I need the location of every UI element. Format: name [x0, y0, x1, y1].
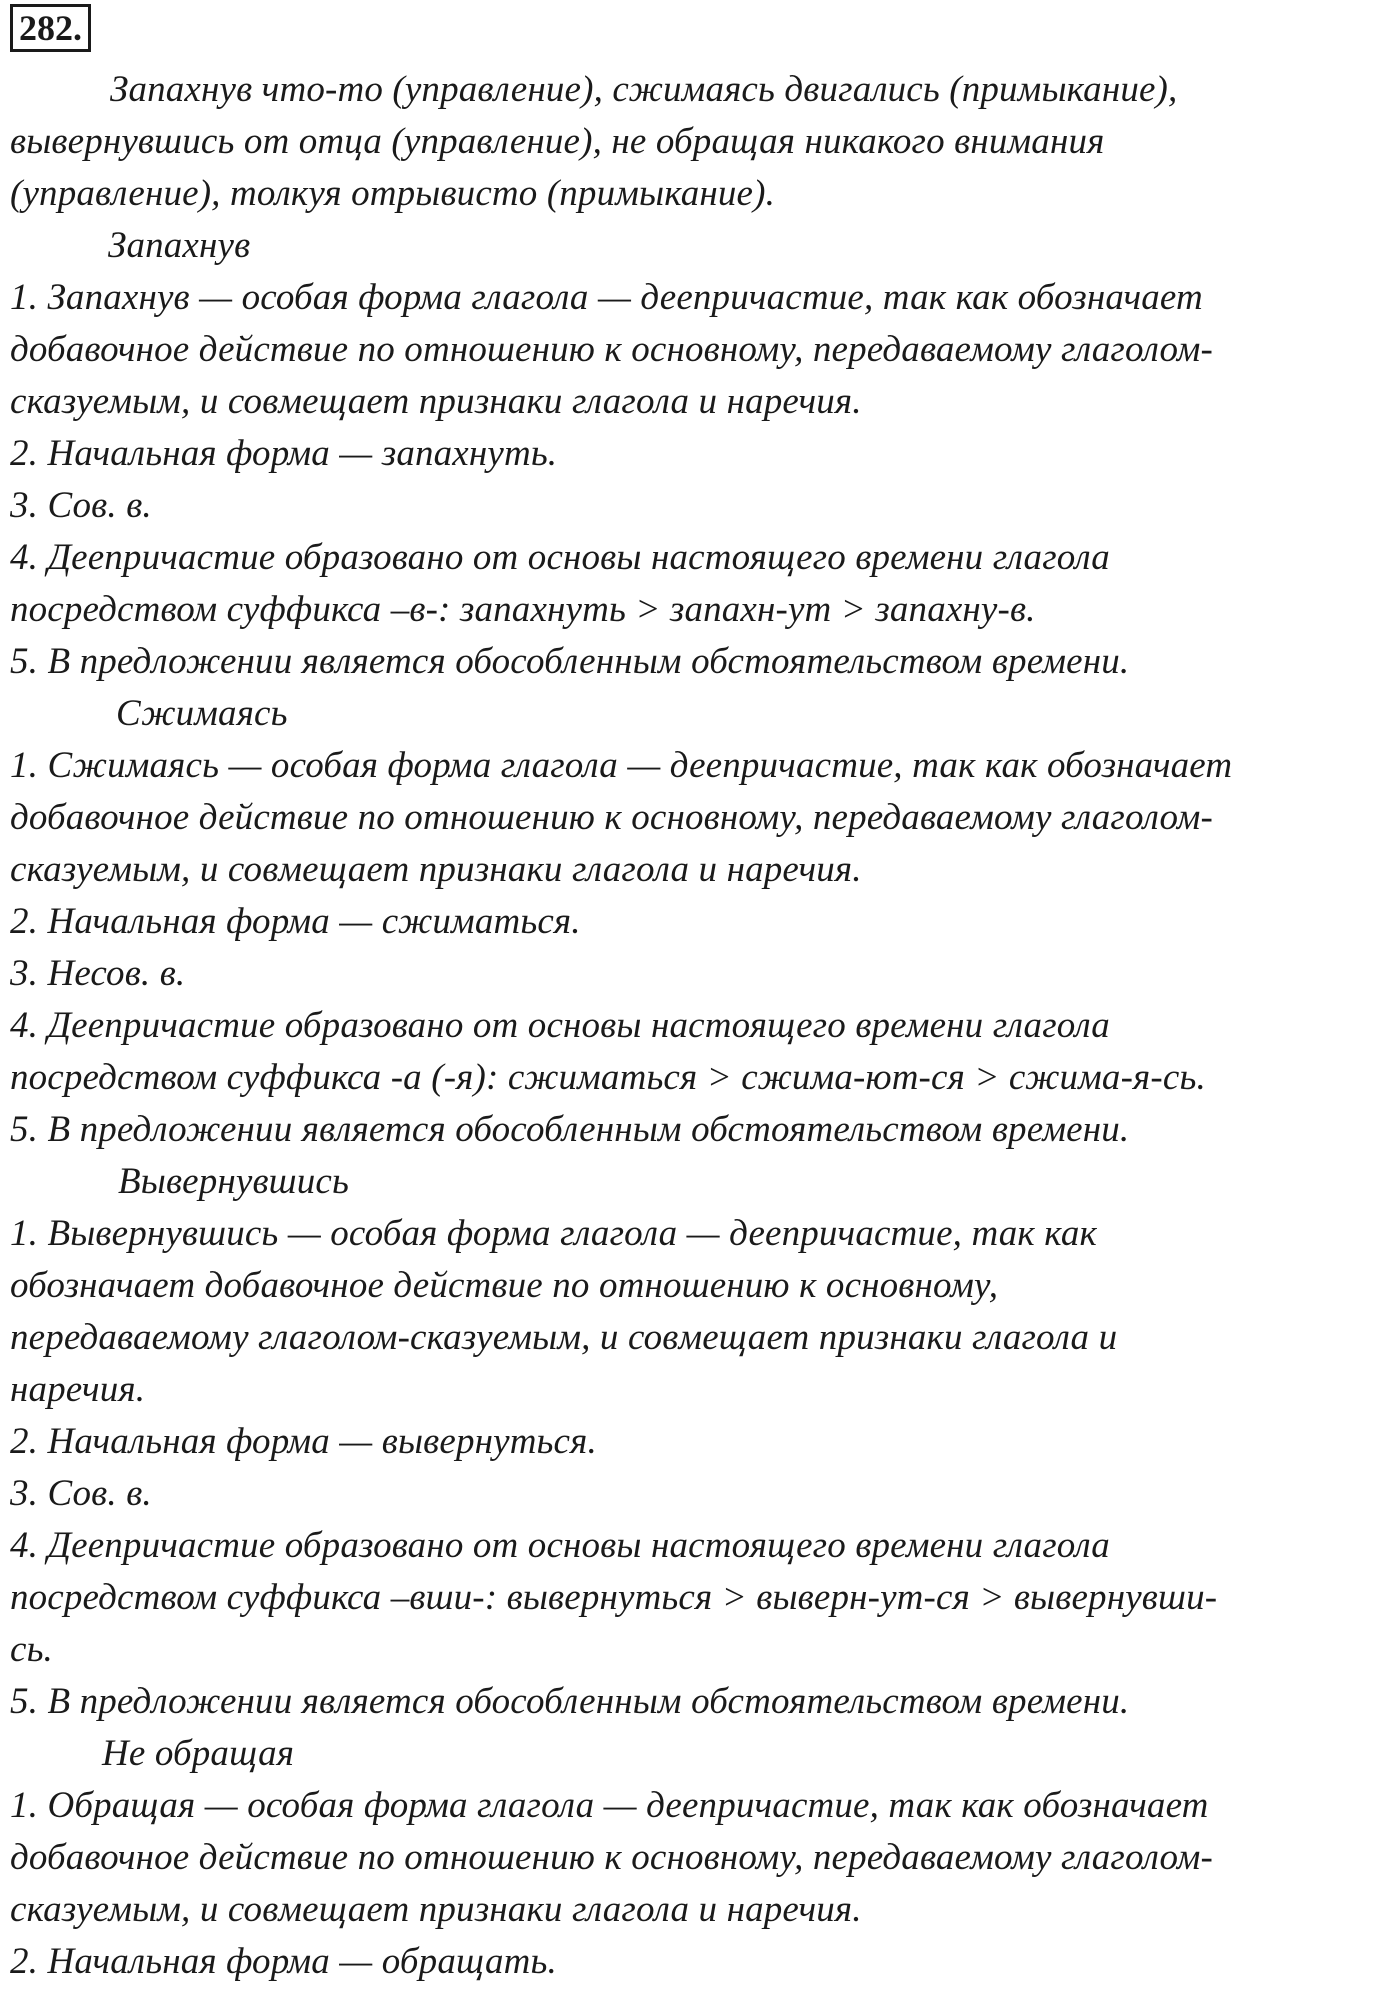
text-line: сказуемым, и совмещает признаки глагола и наречия.	[10, 381, 862, 422]
word-heading: Не обращая	[102, 1733, 295, 1774]
text-line: Запахнув что-то (управление), сжимаясь двигались (примыкание),	[110, 69, 1178, 110]
text-line: 4. Деепричастие образовано от основы настоящего времени глагола	[10, 1005, 1110, 1046]
text-line: посредством суффикса –в-: запахнуть > запахн-ут > запахну-в.	[10, 589, 1036, 630]
exercise-text	[10, 64, 1395, 1988]
text-line: 1. Вывернувшись — особая форма глагола — деепричастие, так как	[10, 1213, 1097, 1254]
text-line: обозначает добавочное действие по отношению к основному,	[10, 1265, 999, 1306]
text-line: добавочное действие по отношению к основному, передаваемому глаголом-	[10, 1837, 1213, 1878]
text-line: сь.	[10, 1629, 53, 1670]
text-line: (управление), толкуя отрывисто (примыкание).	[10, 173, 775, 214]
text-line: 5. В предложении является обособленным обстоятельством времени.	[10, 641, 1130, 682]
text-line: 1. Обращая — особая форма глагола — деепричастие, так как обозначает	[10, 1785, 1209, 1826]
text-line: 2. Начальная форма — запахнуть.	[10, 433, 558, 474]
text-line: 2. Начальная форма — вывернуться.	[10, 1421, 597, 1462]
text-line: 3. Сов. в.	[10, 485, 152, 526]
text-line: 5. В предложении является обособленным обстоятельством времени.	[10, 1109, 1130, 1150]
text-line: посредством суффикса -а (-я): сжиматься > сжима-ют-ся > сжима-я-сь.	[10, 1057, 1206, 1098]
text-line: 3. Несов. в.	[10, 953, 186, 994]
text-line: добавочное действие по отношению к основному, передаваемому глаголом-	[10, 329, 1213, 370]
text-line: добавочное действие по отношению к основному, передаваемому глаголом-	[10, 797, 1213, 838]
text-line: 2. Начальная форма — обращать.	[10, 1941, 557, 1982]
text-line: 1. Сжимаясь — особая форма глагола — деепричастие, так как обозначает	[10, 745, 1233, 786]
word-heading: Запахнув	[108, 225, 251, 266]
text-line: сказуемым, и совмещает признаки глагола и наречия.	[10, 849, 862, 890]
text-line: 2. Начальная форма — сжиматься.	[10, 901, 581, 942]
word-heading: Сжимаясь	[116, 693, 288, 734]
text-line: сказуемым, и совмещает признаки глагола и наречия.	[10, 1889, 862, 1930]
text-line: вывернувшись от отца (управление), не обращая никакого внимания	[10, 121, 1105, 162]
text-line: посредством суффикса –вши-: вывернуться > выверн-ут-ся > вывернувши-	[10, 1577, 1218, 1618]
text-line: 4. Деепричастие образовано от основы настоящего времени глагола	[10, 1525, 1110, 1566]
text-line: 3. Сов. в.	[10, 1473, 152, 1514]
text-line: наречия.	[10, 1369, 146, 1410]
text-line: 5. В предложении является обособленным обстоятельством времени.	[10, 1681, 1130, 1722]
text-line: передаваемому глаголом-сказуемым, и совмещает признаки глагола и	[10, 1317, 1118, 1358]
exercise-number: 282.	[10, 4, 91, 52]
text-line: 1. Запахнув — особая форма глагола — деепричастие, так как обозначает	[10, 277, 1203, 318]
word-heading: Вывернувшись	[118, 1161, 349, 1202]
text-line: 4. Деепричастие образовано от основы настоящего времени глагола	[10, 537, 1110, 578]
